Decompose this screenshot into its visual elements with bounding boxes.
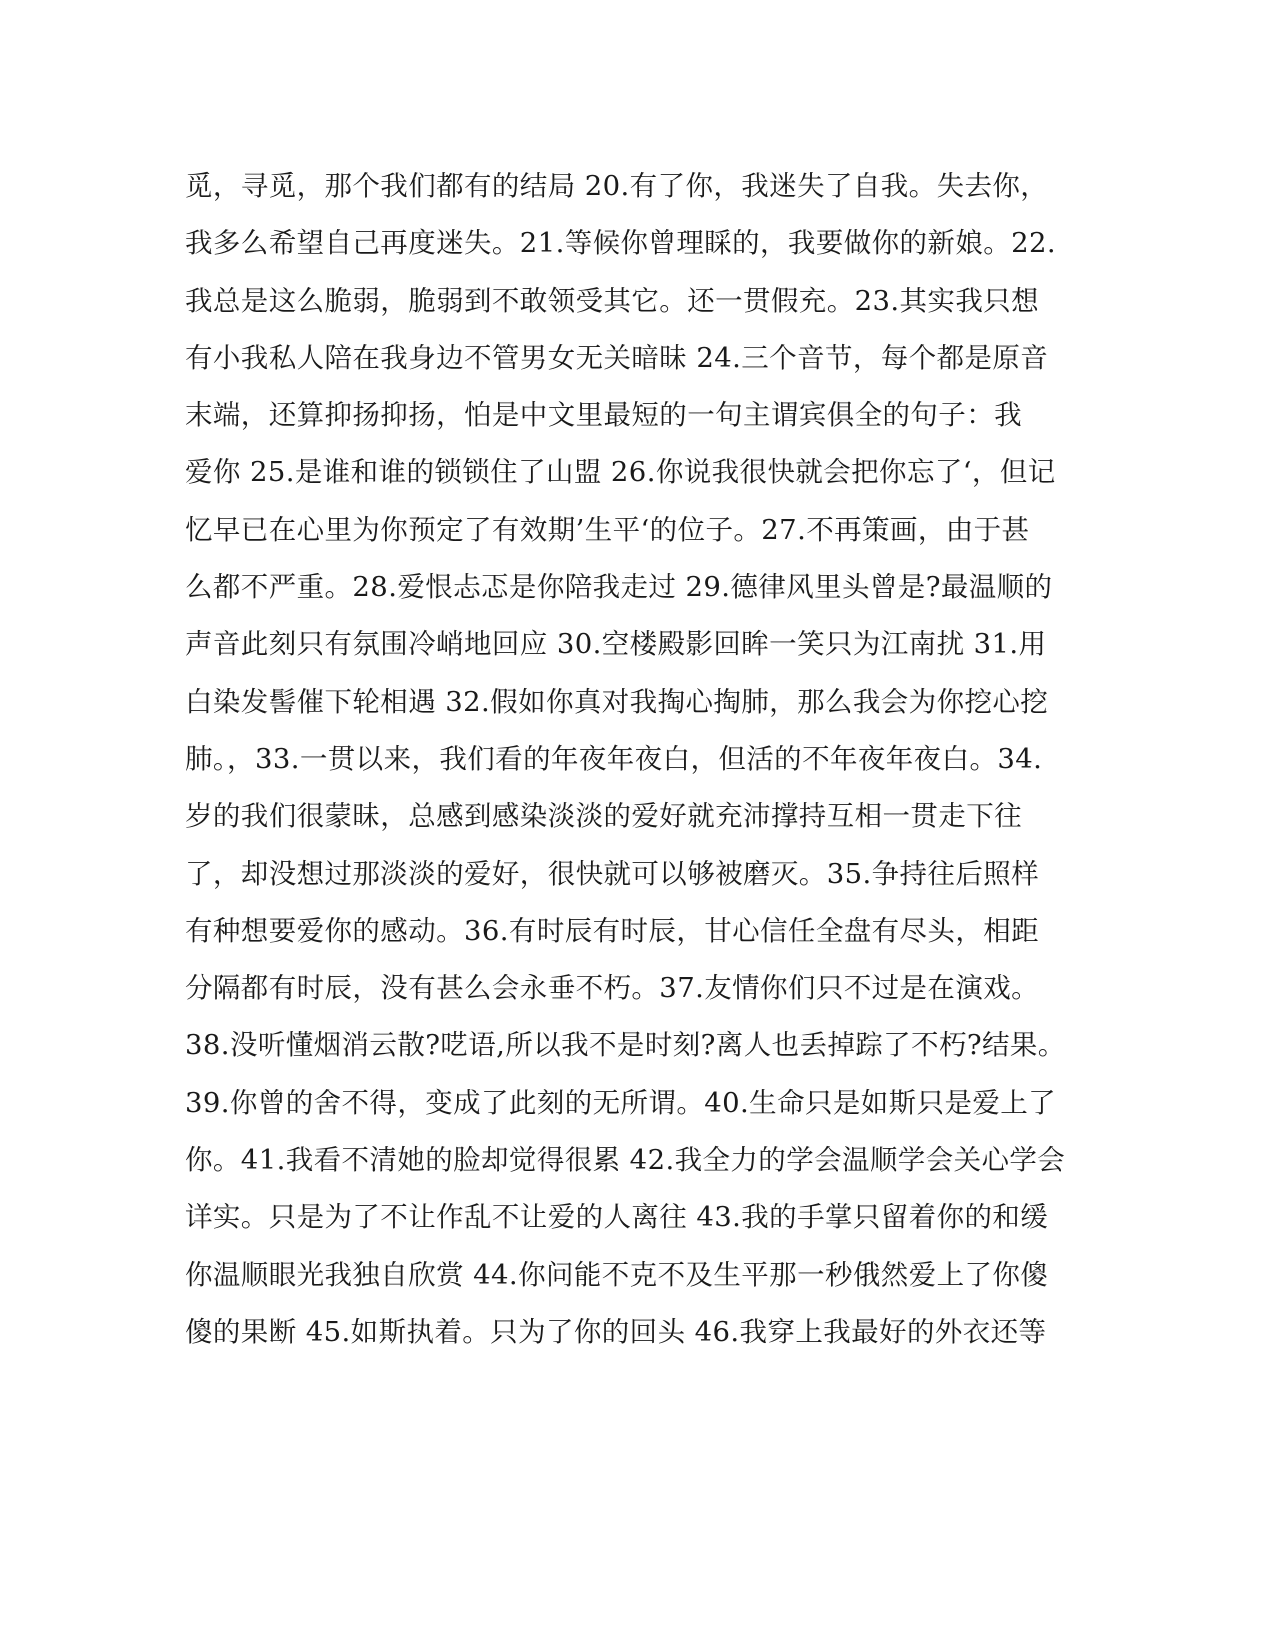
text-line: 你。41.我看不清她的脸却觉得很累 42.我全力的学会温顺学会关心学会 [185,1144,1066,1177]
text-line: 了，却没想过那淡淡的爱好，很快就可以够被磨灭。35.争持往后照样 [185,857,1040,890]
text-line: 觅，寻觅，那个我们都有的结局 20.有了你，我迷失了自我。失去你， [185,170,1049,202]
text-line: 么都不严重。28.爱恨忐忑是你陪我走过 29.德律风里头曾是?最温顺的 [185,571,1053,604]
text-line: 我多么希望自己再度迷失。21.等候你曾理睬的，我要做你的新娘。22. [185,227,1057,260]
text-line: 肺。，33.一贯以来，我们看的年夜年夜白，但活的不年夜年夜白。34. [185,742,1043,775]
text-line: 白染发髻催下轮相遇 32.假如你真对我掏心掏肺，那么我会为你挖心挖 [185,685,1049,718]
text-line: 你温顺眼光我独自欣赏 44.你问能不克不及生平那一秒俄然爱上了你傻 [185,1258,1049,1291]
text-line: 忆早已在心里为你预定了有效期’生平‘的位子。27.不再策画，由于甚 [185,513,1030,546]
text-line: 傻的果断 45.如斯执着。只为了你的回头 46.我穿上我最好的外衣还等 [185,1315,1047,1348]
text-line: 声音此刻只有氛围冷峭地回应 30.空楼殿影回眸一笑只为江南扰 31.用 [185,628,1047,661]
text-line: 有种想要爱你的感动。36.有时辰有时辰，甘心信任全盘有尽头，相距 [185,914,1040,947]
text-line: 爱你 25.是谁和谁的锁锁住了山盟 26.你说我很快就会把你忘了‘，但记 [185,456,1056,489]
text-line: 39.你曾的舍不得，变成了此刻的无所谓。40.生命只是如斯只是爱上了 [185,1086,1057,1119]
text-line: 末端，还算抑扬抑扬，怕是中文里最短的一句主谓宾俱全的句子：我 [185,399,1022,432]
text-line: 详实。只是为了不让作乱不让爱的人离往 43.我的手掌只留着你的和缓 [185,1201,1049,1234]
text-line: 我总是这么脆弱，脆弱到不敢领受其它。还一贯假充。23.其实我只想 [185,284,1040,317]
text-line: 分隔都有时辰，没有甚么会永垂不朽。37.友情你们只不过是在演戏。 [185,972,1040,1005]
text-line: 38.没听懂烟消云散?呓语,所以我不是时刻?离人也丢掉踪了不朽?结果。 [185,1029,1066,1062]
text-line: 有小我私人陪在我身边不管男女无关暗昧 24.三个音节，每个都是原音 [185,341,1049,374]
body-text [185,158,1085,1361]
text-line: 岁的我们很蒙昧，总感到感染淡淡的爱好就充沛撑持互相一贯走下往 [185,800,1022,833]
